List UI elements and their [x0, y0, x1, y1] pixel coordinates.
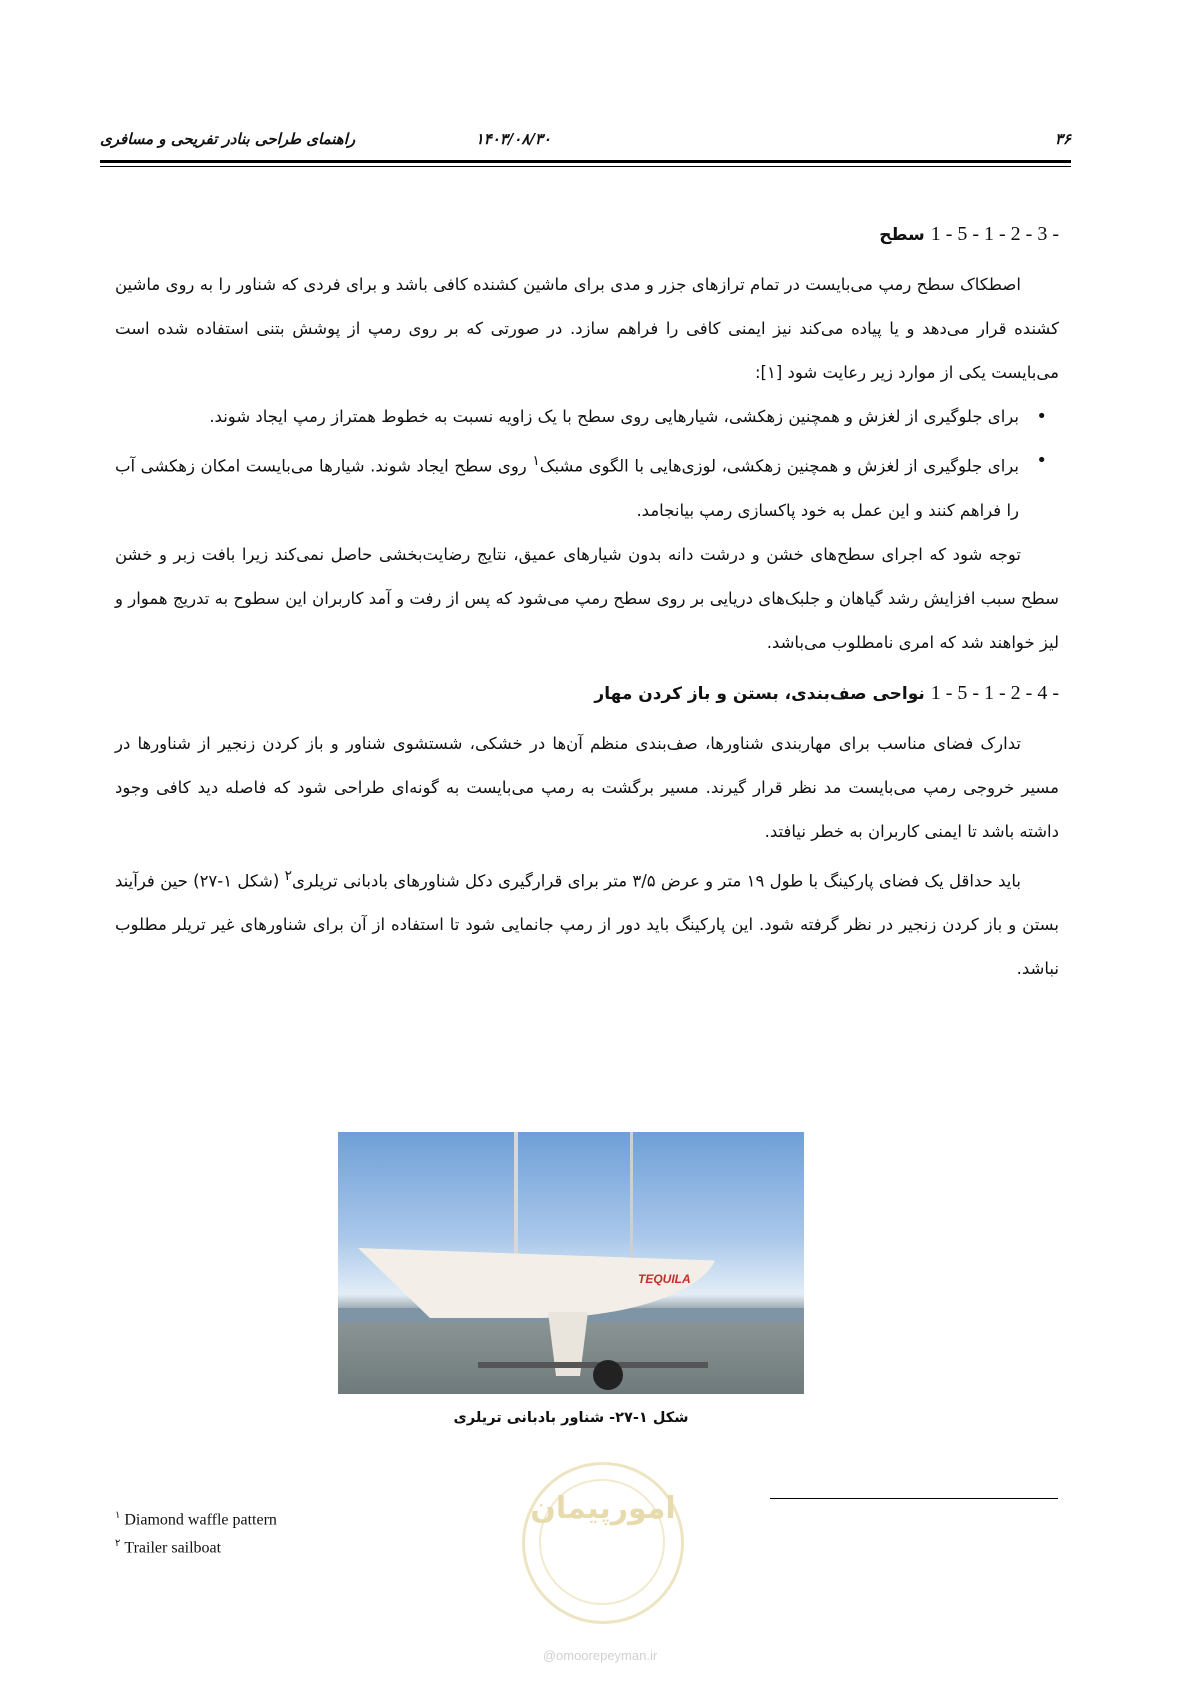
list-item-text: برای جلوگیری از لغزش و همچنین زهکشی، لوزی‌هایی با الگوی مشبک — [539, 456, 1019, 476]
watermark-url: @omoorepeyman.ir — [542, 1648, 658, 1663]
figure-image — [338, 1132, 804, 1394]
paragraph: اصطکاک سطح رمپ می‌بایست در تمام ترازهای جزر و مدی برای ماشین کشنده کافی باشد و برای فردی که شناور را به روی ماشین کشنده قرار می‌دهد و یا پیاده می‌کند نیز ایمنی کافی را فراهم سازد. در صورتی که بر روی رمپ از پوشش بتنی استفاده شده است می‌بایست یکی از موارد زیر رعایت شود [۱]: — [115, 275, 1059, 382]
footnote-text: Diamond waffle pattern — [124, 1511, 277, 1529]
footnote-mark: ۱ — [115, 1510, 121, 1521]
footnote-separator — [770, 1498, 1058, 1499]
header-date: ۱۴۰۳/۰۸/۳۰ — [475, 130, 551, 148]
list-item: • برای جلوگیری از لغزش و همچنین زهکشی، شیارهایی روی سطح با یک زاویه نسبت به خطوط همتراز رمپ ایجاد شوند. — [115, 395, 1019, 439]
footnote — [115, 1510, 277, 1529]
section-title: سطح — [879, 225, 925, 245]
trailer-wheel — [593, 1360, 623, 1390]
boat-name: TEQUILA — [638, 1272, 691, 1286]
section-heading — [115, 212, 1059, 257]
header-title: راهنمای طراحی بنادر تفریحی و مسافری — [100, 130, 356, 148]
figure-caption: شکل ۱-۲۷- شناور بادبانی تریلری — [453, 1410, 689, 1426]
page-number: ۳۶ — [1054, 130, 1071, 148]
footnote-ref: ۲ — [284, 867, 292, 884]
watermark-logo-text: امورپیمان — [530, 1491, 676, 1526]
footnote-ref: ۱ — [532, 453, 540, 469]
watermark-logo — [522, 1462, 684, 1624]
list-item-text: روی سطح ایجاد شوند. شیارها می‌بایست امکان زهکشی آب را فراهم کنند و این عمل به خود پاکسازی رمپ بیانجامد. — [115, 456, 1019, 520]
paragraph: تدارک فضای مناسب برای مهاربندی شناورها، صف‌بندی منظم آن‌ها در خشکی، شستشوی شناور و باز کردن زنجیر از شناورها در مسیر خروجی رمپ می‌بایست مد نظر قرار گیرند. مسیر برگشت به رمپ می‌بایست به گونه‌ای طراحی شود که فاصله دید کافی وجود داشته باشد تا ایمنی کاربران به خطر نیافتد. — [115, 733, 1059, 841]
header-rule-thin — [100, 166, 1071, 167]
section-title: نواحی صف‌بندی، بستن و باز کردن مهار — [594, 683, 925, 704]
mast — [514, 1132, 518, 1256]
footnote-mark: ۲ — [115, 1538, 121, 1549]
paragraph — [115, 854, 1059, 992]
paragraph: توجه شود که اجرای سطح‌های خشن و درشت دانه بدون شیارهای عمیق، نتایج رضایت‌بخشی حاصل نمی‌کند زیرا بافت زبر و خشن سطح سبب افزایش رشد گیاهان و جلبک‌های دریایی بر روی سطح رمپ می‌شود که پس از رفت و آمد کاربران این سطوح به تدریج هموار و لیز خواهند شد که امری نامطلوب می‌باشد. — [115, 544, 1059, 652]
paragraph-text: باید حداقل یک فضای پارکینگ با طول ۱۹ متر و عرض ۳/۵ متر برای قرارگیری دکل شناورهای بادبانی تریلری — [291, 871, 1021, 890]
bullet-list — [115, 395, 1059, 533]
footnote-text: Trailer sailboat — [124, 1539, 222, 1557]
section-number: 1 - 5 - 1 - 2 - 4 - — [930, 681, 1059, 704]
page-header — [100, 130, 1071, 154]
section-number: 1 - 5 - 1 - 2 - 3 - — [930, 223, 1059, 245]
section-heading — [115, 671, 1059, 716]
main-content — [115, 212, 1059, 991]
paragraph-text: (شکل ۱-۲۷) حین فرآیند بستن و باز کردن زنجیر در نظر گرفته شود. این پارکینگ باید دور از رمپ جانمایی شود تا استفاده از آن برای شناورهای غیر تریلر مطلوب نباشد. — [115, 871, 1059, 978]
trailer — [478, 1362, 708, 1368]
header-rule-thick — [100, 160, 1071, 163]
footnote — [115, 1538, 221, 1557]
list-item — [115, 439, 1019, 533]
